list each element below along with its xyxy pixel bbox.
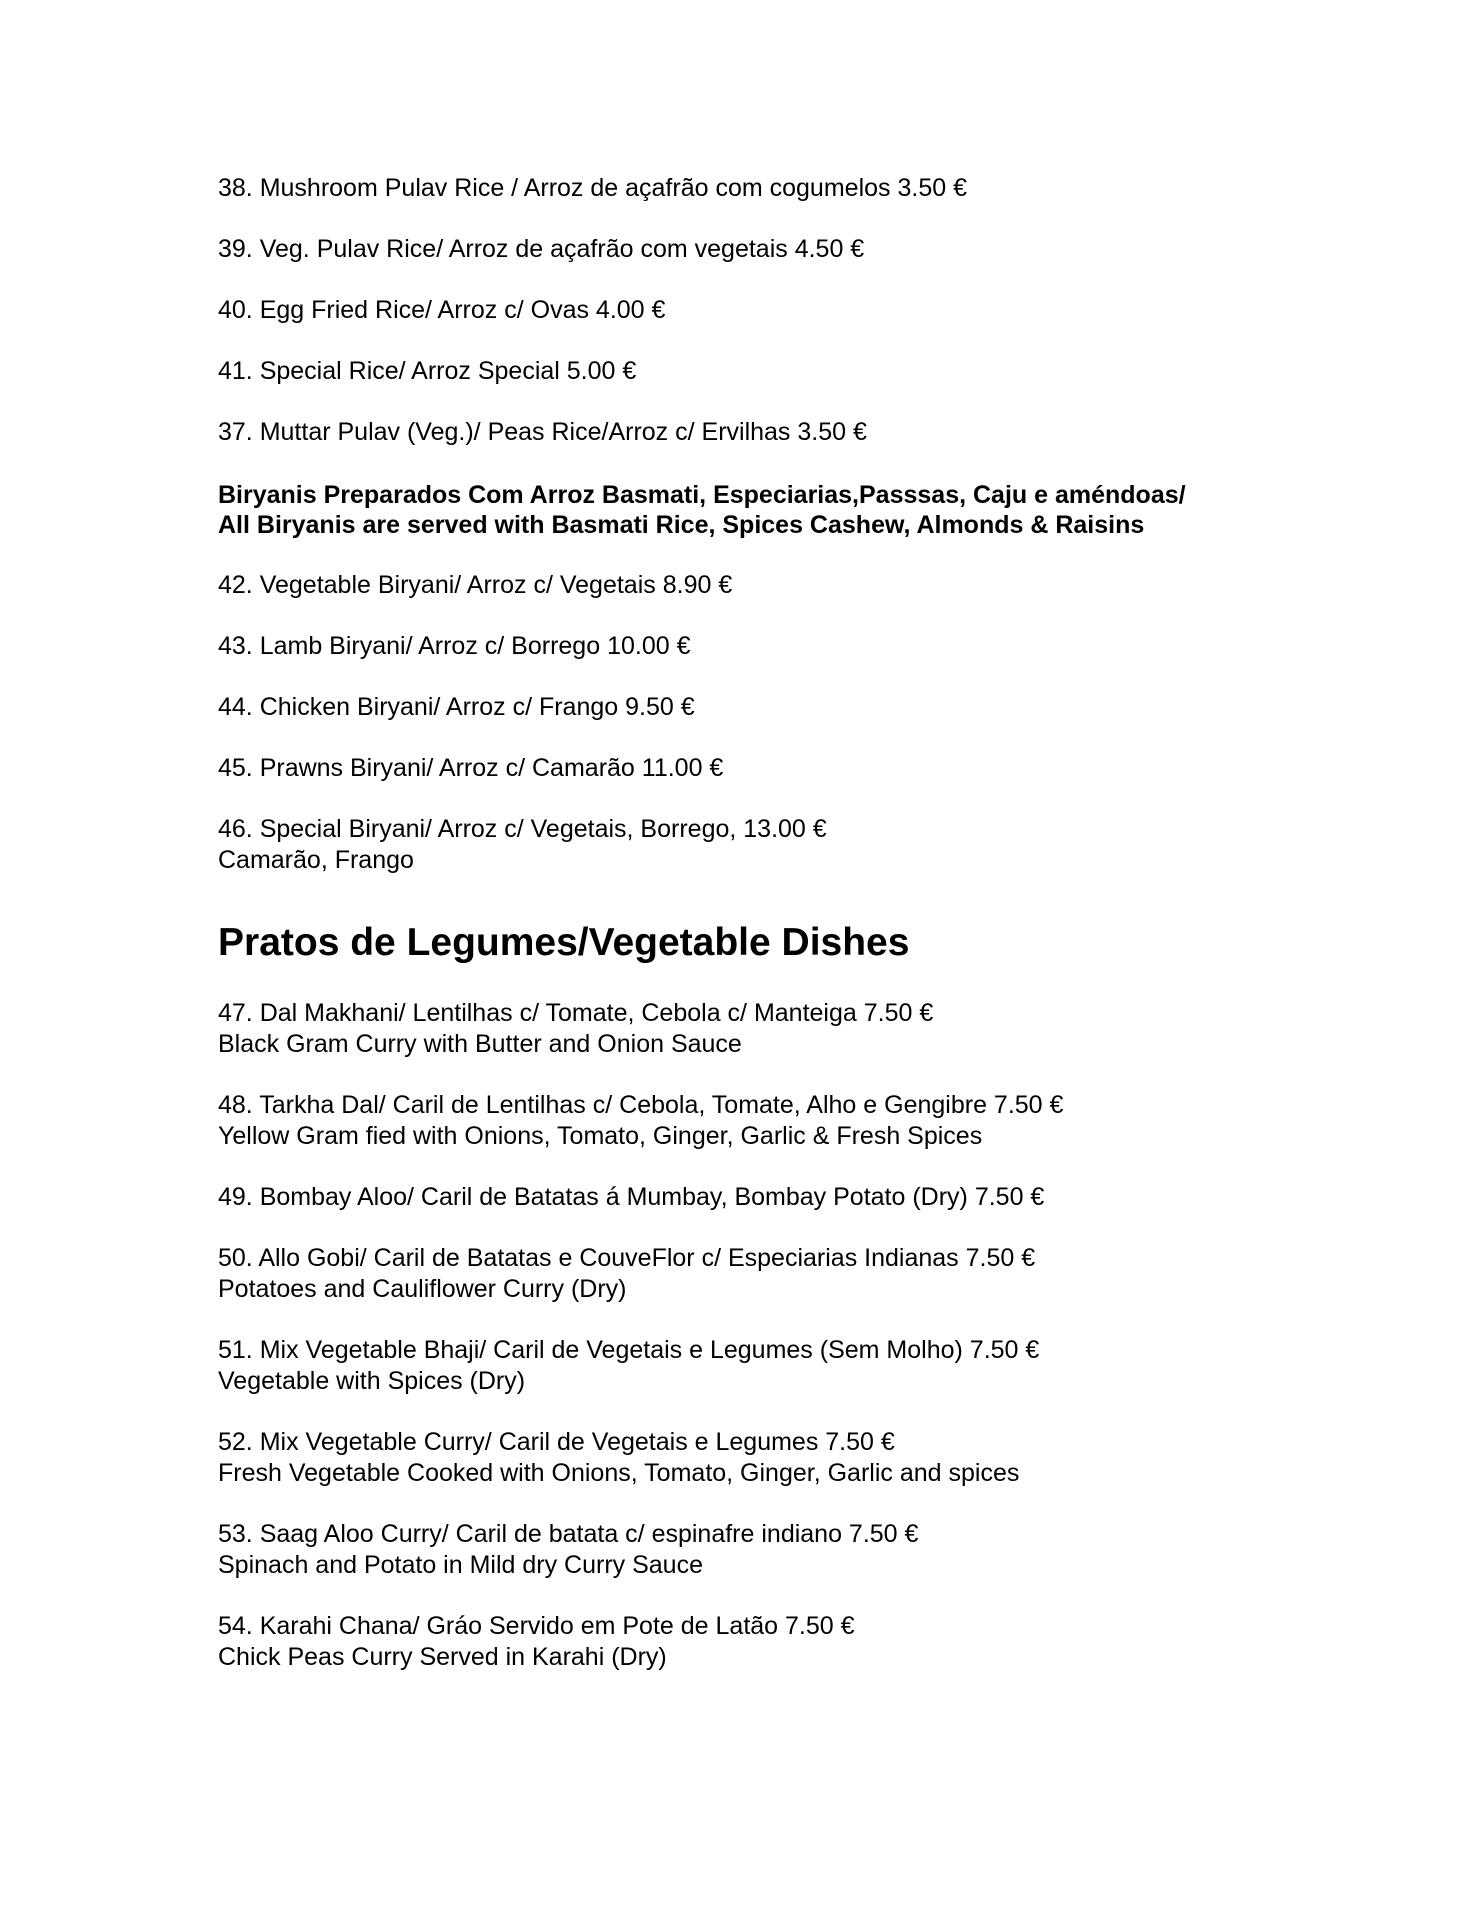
- menu-item-52: 52. Mix Vegetable Curry/ Caril de Vegetais e Legumes 7.50 €: [218, 1428, 895, 1456]
- menu-item-49: 49. Bombay Aloo/ Caril de Batatas á Mumbay, Bombay Potato (Dry) 7.50 €: [218, 1183, 1045, 1211]
- menu-item-46-continued: Camarão, Frango: [218, 846, 414, 874]
- menu-item-41: 41. Special Rice/ Arroz Special 5.00 €: [218, 357, 637, 385]
- menu-item-40: 40. Egg Fried Rice/ Arroz c/ Ovas 4.00 €: [218, 296, 666, 324]
- menu-item-39: 39. Veg. Pulav Rice/ Arroz de açafrão com vegetais 4.50 €: [218, 235, 865, 263]
- menu-item-37: 37. Muttar Pulav (Veg.)/ Peas Rice/Arroz c/ Ervilhas 3.50 €: [218, 418, 867, 446]
- menu-item-52-description: Fresh Vegetable Cooked with Onions, Tomato, Ginger, Garlic and spices: [218, 1459, 1020, 1487]
- menu-item-38: 38. Mushroom Pulav Rice / Arroz de açafrão com cogumelos 3.50 €: [218, 174, 967, 202]
- menu-item-44: 44. Chicken Biryani/ Arroz c/ Frango 9.50 €: [218, 693, 695, 721]
- menu-item-48-description: Yellow Gram fied with Onions, Tomato, Ginger, Garlic & Fresh Spices: [218, 1122, 983, 1150]
- menu-item-50-description: Potatoes and Cauliflower Curry (Dry): [218, 1275, 627, 1303]
- menu-item-50: 50. Allo Gobi/ Caril de Batatas e CouveFlor c/ Especiarias Indianas 7.50 €: [218, 1244, 1036, 1272]
- menu-item-47: 47. Dal Makhani/ Lentilhas c/ Tomate, Cebola c/ Manteiga 7.50 €: [218, 999, 934, 1027]
- menu-item-46: 46. Special Biryani/ Arroz c/ Vegetais, Borrego, 13.00 €: [218, 815, 827, 843]
- menu-item-54-description: Chick Peas Curry Served in Karahi (Dry): [218, 1643, 667, 1671]
- menu-item-47-description: Black Gram Curry with Butter and Onion Sauce: [218, 1030, 742, 1058]
- menu-item-45: 45. Prawns Biryani/ Arroz c/ Camarão 11.00 €: [218, 754, 724, 782]
- menu-item-53-description: Spinach and Potato in Mild dry Curry Sauce: [218, 1551, 703, 1579]
- menu-item-51-description: Vegetable with Spices (Dry): [218, 1367, 526, 1395]
- menu-item-43: 43. Lamb Biryani/ Arroz c/ Borrego 10.00 €: [218, 632, 691, 660]
- biryani-note-line-1: Biryanis Preparados Com Arroz Basmati, Especiarias,Passsas, Caju e améndoas/: [218, 481, 1186, 509]
- menu-item-48: 48. Tarkha Dal/ Caril de Lentilhas c/ Cebola, Tomate, Alho e Gengibre 7.50 €: [218, 1091, 1064, 1119]
- menu-item-54: 54. Karahi Chana/ Gráo Servido em Pote de Latão 7.50 €: [218, 1612, 855, 1640]
- menu-item-53: 53. Saag Aloo Curry/ Caril de batata c/ espinafre indiano 7.50 €: [218, 1520, 919, 1548]
- section-title-vegetable-dishes: Pratos de Legumes/Vegetable Dishes: [218, 921, 910, 964]
- menu-item-51: 51. Mix Vegetable Bhaji/ Caril de Vegetais e Legumes (Sem Molho) 7.50 €: [218, 1336, 1040, 1364]
- menu-item-42: 42. Vegetable Biryani/ Arroz c/ Vegetais 8.90 €: [218, 571, 733, 599]
- biryani-note-line-2: All Biryanis are served with Basmati Rice, Spices Cashew, Almonds & Raisins: [218, 511, 1145, 539]
